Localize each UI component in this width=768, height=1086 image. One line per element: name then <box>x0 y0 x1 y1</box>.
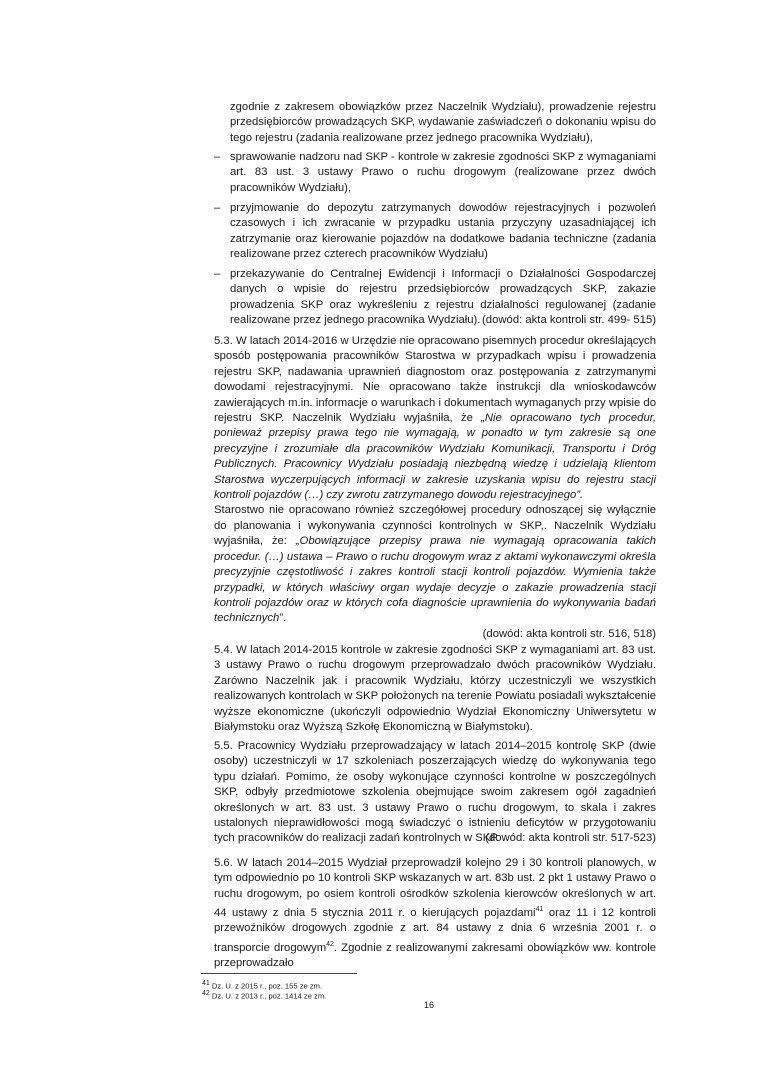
paragraph-continuation: zgodnie z zakresem obowiązków przez Naczelnik Wydziału), prowadzenie rejestru przedsiębiorców prowadzących SKP, wydawanie zaświadczeń o dokonaniu wpisu do tego rejestru (zadania realizowane przez jednego pracownika Wydziału), <box>230 101 656 144</box>
section-5-3: 5.3. W latach 2014-2016 w Urzędzie nie opracowano pisemnych procedur określających sposób postępowania pracowników Starostwa w przypadkach wpisu i prowadzenia rejestru SKP, nadawania uprawnień diagnostom oraz postępowania z zatrzymanymi dowodami rejestracyjnymi. Nie opracowano także instrukcji dla wnioskodawców zawierających m.in. informacje o warunkach i dokumentach wymaganych przy wpisie do rejestru SKP. Naczelnik Wydziału wyjaśniła, że „Nie opracowano tych procedur, ponieważ przepisy prawa tego nie wymagają, w ponadto w tym zakresie są one precyzyjne i zrozumiałe dla pracowników Wydziału Komunikacji, Transportu i Dróg Publicznych. Pracownicy Wydziału posiadają niezbędną wiedzę i udzielają klientom Starostwa wyczerpujących informacji w zakresie uzyskania wpisu do rejestru stacji kontroli pojazdów (…) czy zwrotu zatrzymanego dowodu rejestracyjnego”. Starostwo nie opracowano również szczegółowej procedury odnoszącej się wyłącznie do planowania i wykonywania czynności kontrolnych w SKP,. Naczelnik Wydziału wyjaśniła, że: „Obowiązujące przepisy prawa nie wymagają opracowania takich procedur. (…) ustawa – Prawo o ruchu drogowym wraz z aktami wykonawczymi określa precyzyjnie częstotliwość i zakres kontroli stacji kontroli pojazdów. Wymienia także przypadki, w których właściwy organ wydaje decyzje o zakazie prowadzenia stacji kontroli pojazdów oraz w których cofa diagnoście uprawnienia do wykonywania badań technicznych”. (dowód: akta kontroli str. 516, 518) <box>214 334 656 642</box>
evidence-reference: (dowód: akta kontroli str. 516, 518) <box>482 627 656 640</box>
list-item: – przekazywanie do Centralnej Ewidencji i Informacji o Działalności Gospodarczej danych o wpisie do rejestru przedsiębiorców prowadzących SKP, zakazie prowadzenia SKP oraz wykreśleniu z rejestru działalności regulowanej (zadanie realizowane przez jednego pracownika Wydziału). (dowód: akta kontroli str. 499- 515) <box>230 267 656 329</box>
footnote: $^{42}$ Dz. U. z 2013 r., poz. 1414 ze zm. <box>202 990 327 1001</box>
evidence-reference: (dowód: akta kontroli str. 517-523) <box>485 832 656 845</box>
footnote-separator <box>201 973 357 974</box>
quote: „Obowiązujące przepisy prawa nie wymagają opracowania takich procedur. (…) ustawa – Prawo o ruchu drogowym wraz z aktami wykonawczymi określa precyzyjnie częstotliwość i zakres kontroli stacji kontroli pojazdów. Wymienia także przypadki, w których właściwy organ wydaje decyzje o zakazie prowadzenia stacji kontroli pojazdów oraz w których cofa diagnoście uprawnienia do wykonywania badań technicznych <box>214 535 656 625</box>
quote: „Nie opracowano tych procedur, ponieważ przepisy prawa tego nie wymagają, w ponadto w tym zakresie są one precyzyjne i zrozumiałe dla pracowników Wydziału Komunikacji, Transportu i Dróg Publicznych. Pracownicy Wydziału posiadają niezbędną wiedzę i udzielają klientom Starostwa wyczerpujących informacji w zakresie uzyskania wpisu do rejestru stacji kontroli pojazdów (…) czy zwrotu zatrzymanego dowodu rejestracyjnego”. <box>214 412 657 502</box>
footnote: $^{41}$ Dz. U. z 2015 r., poz. 155 ze zm. <box>202 980 323 991</box>
evidence-reference: (dowód: akta kontroli str. 499- 515) <box>482 314 656 327</box>
section-5-5: 5.5. Pracownicy Wydziału przeprowadzający w latach 2014–2015 kontrolę SKP (dwie osoby) uczestniczyli w 17 szkoleniach poszerzających wiedzę do wykonywania tego typu działań. Pomimo, że osoby wykonujące czynności kontrolne w poszczególnych SKP, odbyły przedmiotowe szkolenia obejmujące swoim zakresem ogół zagadnień określonych w art. 83 ust. 3 ustawy Prawo o ruchu drogowym, to skala i zakres ustalonych nieprawidłowości mogą świadczyć o istnieniu deficytów w przygotowaniu tych pracowników do realizacji zadań kontrolnych w SKP. (dowód: akta kontroli str. 517-523) <box>214 739 656 847</box>
dash-bullet: – <box>214 268 221 280</box>
section-5-6: 5.6. W latach 2014–2015 Wydział przeprowadził kolejno 29 i 30 kontroli planowych, w tym odpowiednio po 10 kontroli SKP wskazanych w art. 83b ust. 2 pkt 1 ustawy Prawo o ruchu drogowym, po osiem kontroli ośrodków szkolenia kierowców określonych w art. 44 ustawy z dnia 5 stycznia 2011 r. o kierujących pojazdami$^{41}$ oraz 11 i 12 kontroli przewoźników drogowych zgodnie z art. 84 ustawy z dnia 6 września 2001 r. o transporcie drogowym$^{42}$. Zgodnie z realizowanymi zakresami obowiązków ww. kontrole przeprowadzało <box>214 857 656 969</box>
footnote-ref: 42 <box>326 940 334 948</box>
page-number: 16 <box>424 1000 435 1010</box>
footnote-ref: 41 <box>535 906 544 914</box>
dash-bullet: – <box>214 202 221 214</box>
list-item: – przyjmowanie do depozytu zatrzymanych dowodów rejestracyjnych i pozwoleń czasowych i ich zwracanie w przypadku ustania przyczyny uzasadniającej ich zatrzymanie oraz kierowanie pojazdów na dodatkowe badania techniczne (zadania realizowane przez czterech pracowników Wydziału) <box>214 202 656 261</box>
section-5-4: 5.4. W latach 2014-2015 kontrole w zakresie zgodności SKP z wymaganiami art. 83 ust. 3 ustawy Prawo o ruchu drogowym przeprowadzało dwóch pracowników Wydziału. Zarówno Naczelnik jak i pracownik Wydziału, którzy uczestniczyli we wszystkich realizowanych kontrolach w SKP położonych na terenie Powiatu posiadali wykształcenie wyższe ekonomiczne (ukończyli odpowiednio Wydział Ekonomiczny Uniwersytetu w Białymstoku oraz Wyższą Szkołę Ekonomiczną w Białymstoku). <box>214 644 656 734</box>
list-item: – sprawowanie nadzoru nad SKP - kontrole w zakresie zgodności SKP z wymaganiami art. 83 ust. 3 ustawy Prawo o ruchu drogowym (realizowane przez dwóch pracowników Wydziału), <box>214 151 656 194</box>
dash-bullet: – <box>214 151 221 163</box>
